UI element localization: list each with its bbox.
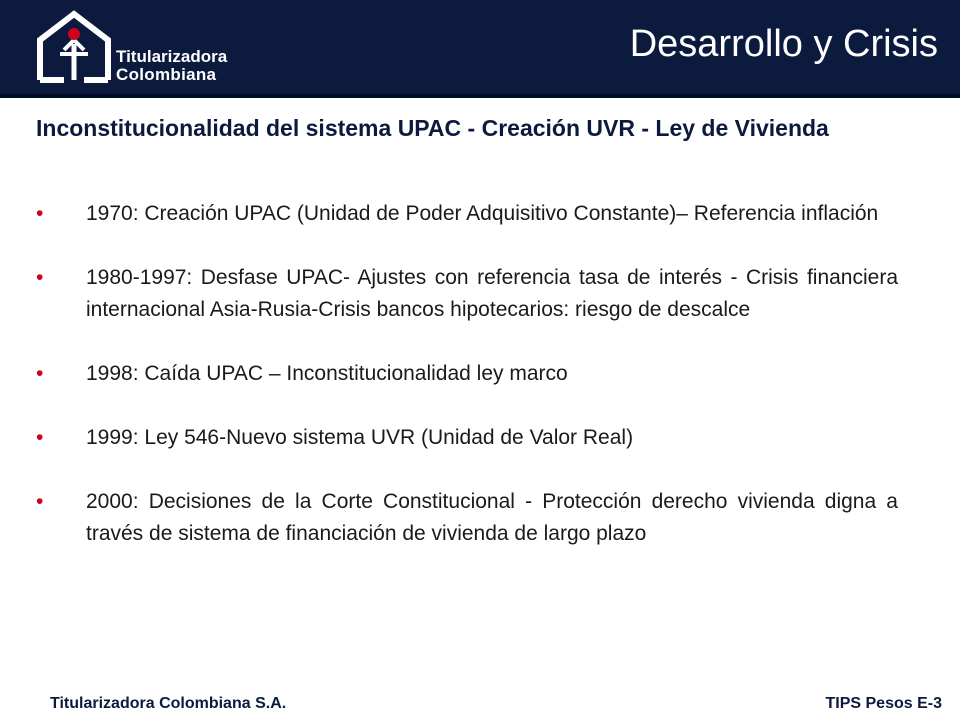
bullet-item-1998 bbox=[36, 358, 898, 390]
footer-slide-code: TIPS Pesos E-3 bbox=[825, 695, 942, 712]
company-logo bbox=[34, 10, 234, 86]
bullet-text: 1970: Creación UPAC (Unidad de Poder Adquisitivo Constante)– Referencia inflación bbox=[86, 202, 879, 225]
section-subtitle: Inconstitucionalidad del sistema UPAC - Creación UVR - Ley de Vivienda bbox=[36, 115, 829, 141]
footer-company: Titularizadora Colombiana S.A. bbox=[50, 695, 287, 712]
bullet-icon: • bbox=[36, 202, 44, 225]
bullet-icon: • bbox=[36, 266, 44, 289]
bullet-item-1970 bbox=[36, 198, 898, 230]
bullet-text: 2000: Decisiones de la Corte Constitucional - Protección derecho vivienda digna a través de sistema de financiación de vivienda de largo plazo bbox=[86, 490, 898, 545]
slide-title: Desarrollo y Crisis bbox=[629, 23, 938, 65]
bullet-icon: • bbox=[36, 362, 44, 385]
bullet-item-1999 bbox=[36, 422, 898, 454]
bullet-icon: • bbox=[36, 426, 44, 449]
logo-text-line1: Titularizadora bbox=[116, 47, 228, 66]
bullet-item-2000 bbox=[36, 486, 898, 550]
logo-text-line2: Colombiana bbox=[116, 65, 217, 84]
bullet-item-1980-1997 bbox=[36, 262, 898, 326]
bullet-list bbox=[36, 198, 898, 582]
bullet-text: 1998: Caída UPAC – Inconstitucionalidad ley marco bbox=[86, 362, 568, 385]
header-divider bbox=[0, 94, 960, 98]
bullet-text: 1980-1997: Desfase UPAC- Ajustes con referencia tasa de interés - Crisis financiera internacional Asia-Rusia-Crisis bancos hipotecarios: riesgo de descalce bbox=[86, 266, 898, 321]
house-arrow-logo-icon bbox=[34, 10, 114, 86]
bullet-icon: • bbox=[36, 490, 44, 513]
bullet-text: 1999: Ley 546-Nuevo sistema UVR (Unidad de Valor Real) bbox=[86, 426, 634, 449]
